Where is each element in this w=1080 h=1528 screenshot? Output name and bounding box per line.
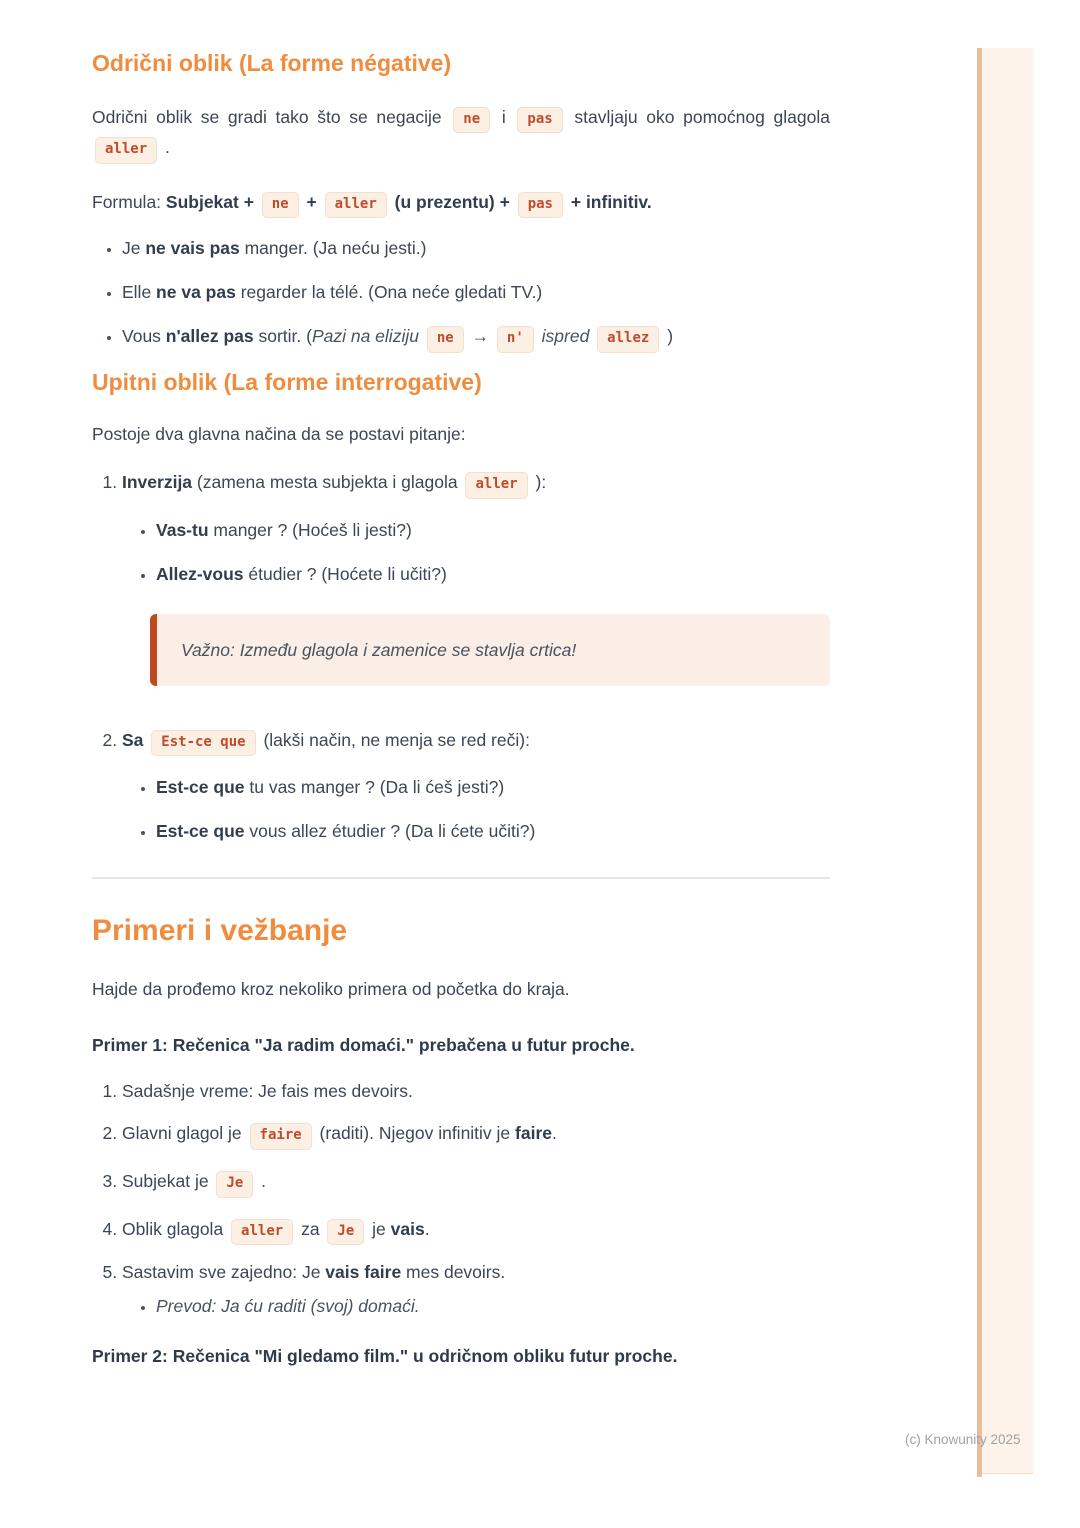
- list-item: [156, 560, 830, 588]
- text-segment: ): [662, 326, 674, 347]
- step-item: [122, 1115, 830, 1153]
- text-segment: ne vais pas: [145, 238, 240, 259]
- list-item-inversion: [122, 464, 830, 686]
- document-content: [92, 0, 830, 1370]
- text-segment: vous allez étudier ? (Da li ćete učiti?): [244, 821, 536, 842]
- code-chip: pas: [518, 192, 563, 219]
- copyright-footer: (c) Knowunity 2025: [905, 1432, 1021, 1447]
- negation-intro-paragraph: [92, 103, 830, 164]
- list-item: [156, 773, 830, 801]
- list-item: [156, 817, 830, 845]
- text-segment: ):: [530, 472, 547, 493]
- interrogative-intro-paragraph: Postoje dva glavna načina da se postavi pitanje:: [92, 424, 466, 445]
- text-segment: Prevod: Ja ću raditi (svoj) domaći.: [156, 1296, 420, 1317]
- text-segment: stavljaju oko pomoćnog glagola: [565, 106, 830, 127]
- negation-section-heading: Odrični oblik (La forme négative): [92, 50, 452, 76]
- step-item: [122, 1211, 830, 1249]
- text-segment: Vous: [122, 326, 166, 347]
- step-text: [122, 1262, 505, 1282]
- text-segment: .: [256, 1171, 267, 1192]
- text-segment: Est-ce que: [156, 777, 245, 798]
- list-item-est-ce-que: [122, 722, 830, 846]
- est-ce-que-lead: [122, 730, 530, 750]
- code-chip: aller: [325, 192, 387, 219]
- est-ce-que-example-list: [122, 773, 830, 845]
- text-segment: za: [296, 1218, 325, 1239]
- code-chip: aller: [465, 472, 527, 499]
- text-segment: (raditi). Njegov infinitiv je: [314, 1123, 516, 1144]
- primer1-title: Primer 1: Rečenica "Ja radim domaći." prebačena u futur proche.: [92, 1035, 635, 1056]
- list-item: [122, 234, 830, 262]
- text-segment: tu vas manger ? (Da li ćeš jesti?): [244, 777, 505, 798]
- text-segment: (u prezentu) +: [389, 191, 515, 212]
- text-segment: Inverzija: [122, 472, 193, 493]
- code-chip: n': [497, 326, 534, 353]
- list-item: [156, 1292, 830, 1320]
- interrogative-section-heading: Upitni oblik (La forme interrogative): [92, 368, 482, 395]
- text-segment: mes devoirs.: [401, 1262, 506, 1283]
- text-segment: + infinitiv.: [566, 191, 652, 212]
- code-chip: ne: [262, 192, 299, 219]
- primer1-step-list: [92, 1077, 830, 1320]
- text-segment: Odrični oblik se gradi tako što se negacije: [92, 106, 451, 127]
- inversion-example-list: [122, 516, 830, 588]
- text-segment: Subjekat +: [165, 191, 259, 212]
- practice-section-heading: Primeri i vežbanje: [92, 914, 348, 948]
- negation-formula-paragraph: [92, 188, 830, 219]
- important-callout: [150, 614, 830, 686]
- code-chip: Je: [327, 1219, 364, 1246]
- text-segment: sortir. (: [253, 326, 312, 347]
- text-segment: i: [493, 106, 515, 127]
- text-segment: +: [301, 191, 322, 212]
- code-chip: ne: [453, 107, 490, 134]
- text-segment: regarder la télé. (Ona neće gledati TV.): [235, 282, 543, 303]
- text-segment: ne va pas: [156, 282, 236, 303]
- practice-intro-paragraph: Hajde da prođemo kroz nekoliko primera od početka do kraja.: [92, 979, 570, 1000]
- text-segment: ispred: [536, 326, 595, 347]
- text-segment: (lakši način, ne menja se red reči):: [258, 729, 530, 750]
- list-item: [156, 516, 830, 544]
- text-segment: .: [552, 1123, 557, 1144]
- step-item: [122, 1258, 830, 1320]
- text-segment: étudier ? (Hoćete li učiti?): [243, 563, 447, 584]
- list-item: [122, 322, 830, 353]
- text-segment: je: [367, 1218, 391, 1239]
- callout-text: Važno: Između glagola i zamenice se stavlja crtica!: [181, 639, 577, 660]
- text-segment: Est-ce que: [156, 821, 245, 842]
- text-segment: Subjekat je: [122, 1171, 214, 1192]
- text-segment: n'allez pas: [165, 326, 254, 347]
- text-segment: Sadašnje vreme: Je fais mes devoirs.: [122, 1081, 413, 1102]
- text-segment: Allez-vous: [156, 563, 244, 584]
- text-segment: Formula:: [92, 191, 166, 212]
- text-segment: .: [160, 137, 170, 158]
- code-chip: aller: [231, 1219, 293, 1246]
- text-segment: manger. (Ja neću jesti.): [239, 238, 427, 259]
- text-segment: Pazi na eliziju: [311, 326, 424, 347]
- text-segment: →: [466, 326, 494, 347]
- text-segment: Sa: [122, 729, 149, 750]
- code-chip: allez: [597, 326, 659, 353]
- translation-note-list: [122, 1292, 830, 1320]
- step-item: [122, 1163, 830, 1201]
- text-segment: Glavni glagol je: [122, 1123, 247, 1144]
- text-segment: faire: [515, 1123, 553, 1144]
- text-segment: (zamena mesta subjekta i glagola: [192, 472, 463, 493]
- section-divider: [92, 877, 830, 879]
- text-segment: Oblik glagola: [122, 1218, 229, 1239]
- step-item: [122, 1077, 830, 1105]
- code-chip: faire: [250, 1123, 312, 1150]
- list-item: [122, 278, 830, 306]
- text-segment: manger ? (Hoćeš li jesti?): [208, 519, 412, 540]
- code-chip: aller: [95, 137, 157, 164]
- code-chip: pas: [517, 107, 562, 134]
- text-segment: Sastavim sve zajedno: Je: [122, 1262, 326, 1283]
- code-chip: Est-ce que: [151, 730, 255, 757]
- inversion-lead: [122, 472, 546, 492]
- side-accent-bar: [982, 48, 1033, 1474]
- text-segment: .: [424, 1218, 430, 1239]
- text-segment: Je: [122, 238, 146, 259]
- text-segment: Elle: [122, 282, 157, 303]
- text-segment: Vas-tu: [156, 519, 209, 540]
- interrogative-method-list: [92, 464, 830, 845]
- text-segment: vais: [390, 1218, 425, 1239]
- primer2-title: Primer 2: Rečenica "Mi gledamo film." u odričnom obliku futur proche.: [92, 1346, 678, 1367]
- text-segment: vais faire: [325, 1262, 402, 1283]
- code-chip: ne: [427, 326, 464, 353]
- code-chip: Je: [216, 1171, 253, 1198]
- negation-example-list: [92, 234, 830, 353]
